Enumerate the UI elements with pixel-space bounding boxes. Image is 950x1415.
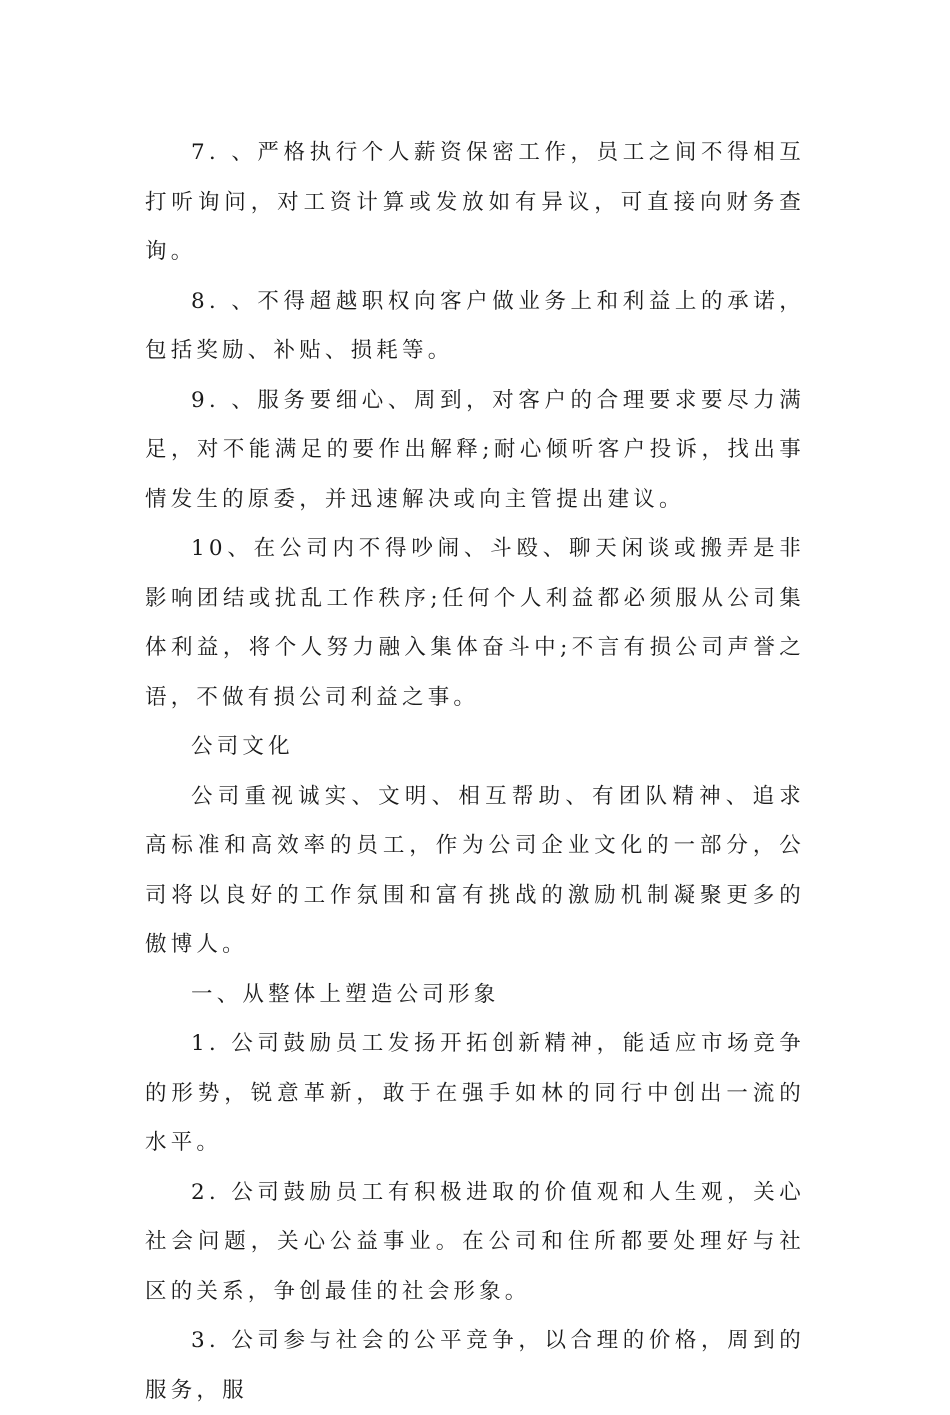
paragraph-culture-intro: 公司重视诚实、文明、相互帮助、有团队精神、追求高标准和高效率的员工，作为公司企业文化的一部分，公司将以良好的工作氛围和富有挑战的激励机制凝聚更多的傲博人。	[145, 783, 805, 957]
paragraph-image-3: 3. 公司参与社会的公平竞争，以合理的价格，周到的服务，服	[145, 1328, 805, 1403]
section-heading-company-culture: 公司文化	[191, 734, 294, 759]
paragraph-rule-8: 8. 、不得超越职权向客户做业务上和利益上的承诺，包括奖励、补贴、损耗等。	[145, 288, 805, 363]
subsection-heading-company-image: 一、从整体上塑造公司形象	[191, 981, 500, 1007]
paragraph-rule-7: 7. 、严格执行个人薪资保密工作，员工之间不得相互打听询问，对工资计算或发放如有异议，可直接向财务查询。	[145, 140, 805, 264]
paragraph-image-1: 1. 公司鼓励员工发扬开拓创新精神，能适应市场竞争的形势，锐意革新，敢于在强手如林的同行中创出一流的水平。	[145, 1031, 805, 1155]
paragraph-image-2: 2. 公司鼓励员工有积极进取的价值观和人生观，关心社会问题，关心公益事业。在公司和住所都要处理好与社区的关系，争创最佳的社会形象。	[145, 1179, 805, 1304]
paragraph-rule-10: 10、在公司内不得吵闹、斗殴、聊天闲谈或搬弄是非影响团结或扰乱工作秩序;任何个人利益都必须服从公司集体利益，将个人努力融入集体奋斗中;不言有损公司声誉之语，不做有损公司利益之事。	[145, 536, 805, 710]
paragraph-rule-9: 9. 、服务要细心、周到，对客户的合理要求要尽力满足，对不能满足的要作出解释;耐心倾听客户投诉，找出事情发生的原委，并迅速解决或向主管提出建议。	[145, 387, 805, 512]
document-body	[145, 128, 805, 1415]
